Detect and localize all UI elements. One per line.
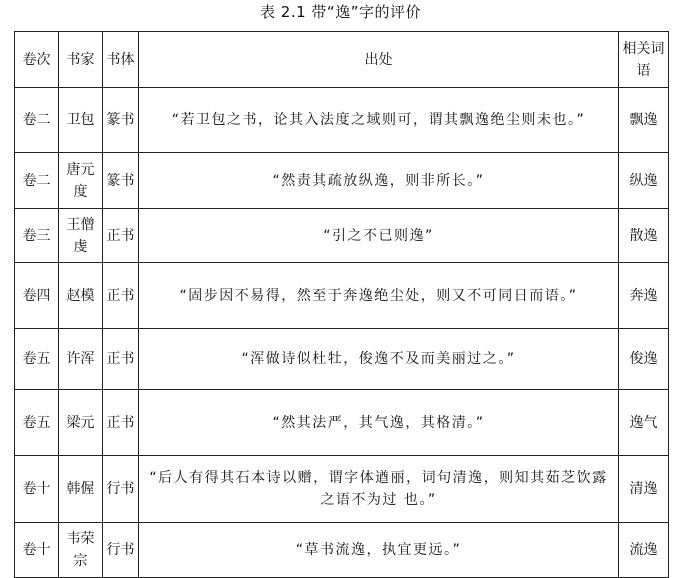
cell-script: 正书 — [103, 390, 139, 456]
cell-calligrapher: 唐元度 — [59, 153, 103, 209]
cell-source: “若卫包之书，论其入法度之域则可，谓其飘逸绝尘则未也。” — [139, 88, 619, 153]
table-row — [15, 456, 669, 523]
table-row — [15, 523, 669, 578]
cell-source: “引之不已则逸” — [139, 209, 619, 263]
cell-source: “然其法严，其气逸，其格清。” — [139, 390, 619, 456]
cell-script: 正书 — [103, 209, 139, 263]
cell-script: 正书 — [103, 263, 139, 329]
cell-related: 飘逸 — [619, 88, 669, 153]
cell-related: 流逸 — [619, 523, 669, 578]
cell-related: 清逸 — [619, 456, 669, 523]
cell-source: “后人有得其石本诗以赠，谓字体遒丽，词句清逸，则知其茹芝饮露之语不为过 也。” — [139, 456, 619, 523]
table-row — [15, 329, 669, 390]
header-calligrapher: 书家 — [59, 32, 103, 88]
header-source: 出处 — [139, 32, 619, 88]
cell-calligrapher: 王僧虔 — [59, 209, 103, 263]
cell-related: 奔逸 — [619, 263, 669, 329]
header-volume: 卷次 — [15, 32, 59, 88]
cell-related: 俊逸 — [619, 329, 669, 390]
cell-calligrapher: 韩偓 — [59, 456, 103, 523]
header-related: 相关词语 — [619, 32, 669, 88]
cell-volume: 卷二 — [15, 88, 59, 153]
table-row — [15, 88, 669, 153]
evaluation-table — [14, 31, 669, 578]
cell-volume: 卷二 — [15, 153, 59, 209]
cell-volume: 卷十 — [15, 456, 59, 523]
cell-script: 篆书 — [103, 153, 139, 209]
cell-source: “草书流逸，执宜更远。” — [139, 523, 619, 578]
cell-volume: 卷五 — [15, 390, 59, 456]
cell-script: 行书 — [103, 523, 139, 578]
cell-volume: 卷十 — [15, 523, 59, 578]
cell-calligrapher: 韦荣宗 — [59, 523, 103, 578]
cell-script: 正书 — [103, 329, 139, 390]
cell-related: 逸气 — [619, 390, 669, 456]
cell-source: “浑做诗似杜牡，俊逸不及而美丽过之。” — [139, 329, 619, 390]
cell-script: 篆书 — [103, 88, 139, 153]
cell-source: “然责其疏放纵逸，则非所长。” — [139, 153, 619, 209]
table-caption: 表 2.1 带“逸”字的评价 — [260, 3, 421, 21]
cell-volume: 卷三 — [15, 209, 59, 263]
table-row — [15, 153, 669, 209]
table-row — [15, 209, 669, 263]
table-row — [15, 263, 669, 329]
cell-calligrapher: 梁元 — [59, 390, 103, 456]
header-row — [15, 32, 669, 88]
cell-volume: 卷五 — [15, 329, 59, 390]
cell-source: “固步因不易得，然至于奔逸绝尘处，则又不可同日而语。” — [139, 263, 619, 329]
cell-calligrapher: 许浑 — [59, 329, 103, 390]
cell-calligrapher: 赵模 — [59, 263, 103, 329]
cell-volume: 卷四 — [15, 263, 59, 329]
cell-related: 散逸 — [619, 209, 669, 263]
header-script: 书体 — [103, 32, 139, 88]
cell-script: 行书 — [103, 456, 139, 523]
cell-related: 纵逸 — [619, 153, 669, 209]
cell-calligrapher: 卫包 — [59, 88, 103, 153]
table-row — [15, 390, 669, 456]
